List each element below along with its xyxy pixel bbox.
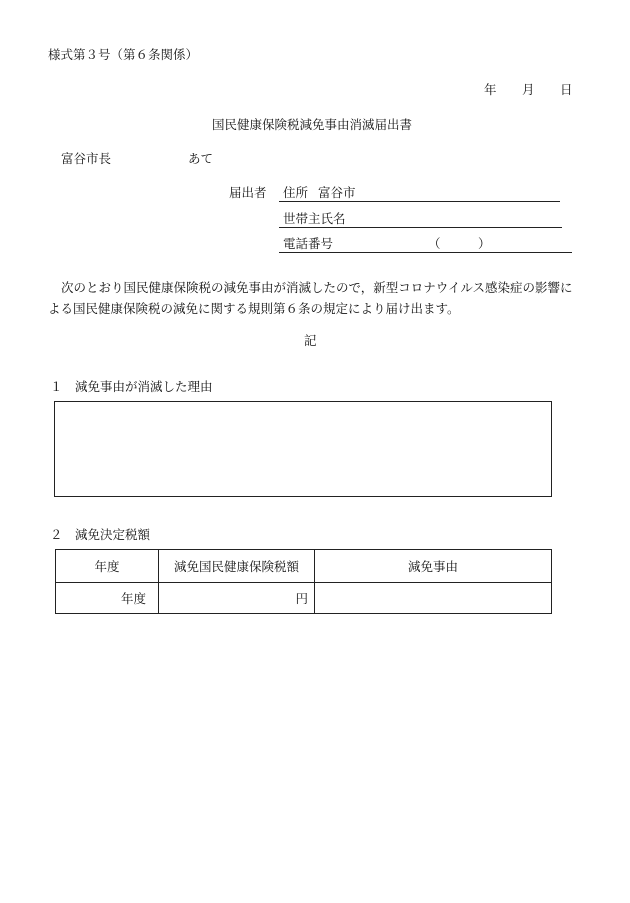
phone-parentheses: （ ） — [428, 236, 491, 251]
addressee-name: 富谷市長 — [61, 151, 112, 166]
header-reason: 減免事由 — [315, 550, 552, 583]
header-year: 年度 — [56, 550, 159, 583]
table-row — [56, 583, 552, 614]
phone-underline — [279, 252, 572, 253]
address-city: 富谷市 — [318, 185, 356, 200]
ki-marker: 記 — [304, 333, 317, 348]
householder-underline — [279, 227, 562, 228]
document-title: 国民健康保険税減免事由消滅届出書 — [212, 117, 413, 132]
section2-heading: ２ 減免決定税額 — [50, 527, 151, 542]
address-label: 住所 — [283, 185, 309, 200]
section1-heading: １ 減免事由が消滅した理由 — [50, 379, 213, 394]
date-month-label: 月 — [522, 82, 535, 97]
phone-label: 電話番号 — [283, 236, 334, 251]
cell-amount[interactable] — [159, 583, 315, 614]
date-day-label: 日 — [560, 82, 573, 97]
addressee-suffix: あて — [188, 151, 214, 166]
address-underline — [279, 201, 560, 202]
year-suffix: 年度 — [120, 591, 146, 606]
date-year-label: 年 — [484, 82, 497, 97]
amount-suffix: 円 — [295, 591, 308, 606]
header-amount: 減免国民健康保険税額 — [159, 550, 315, 583]
householder-label: 世帯主氏名 — [283, 211, 346, 226]
cell-year[interactable] — [56, 583, 159, 614]
applicant-label: 届出者 — [229, 185, 267, 200]
tax-amount-table — [55, 549, 552, 614]
reason-box[interactable] — [54, 401, 552, 497]
cell-reason[interactable] — [315, 583, 552, 614]
form-number: 様式第３号（第６条関係） — [48, 47, 199, 62]
table-header-row — [56, 550, 552, 583]
body-text: 次のとおり国民健康保険税の減免事由が消滅したので，新型コロナウイルス感染症の影響による国民健康保険税の減免に関する規則第６条の規定により届け出ます。 — [48, 280, 573, 316]
